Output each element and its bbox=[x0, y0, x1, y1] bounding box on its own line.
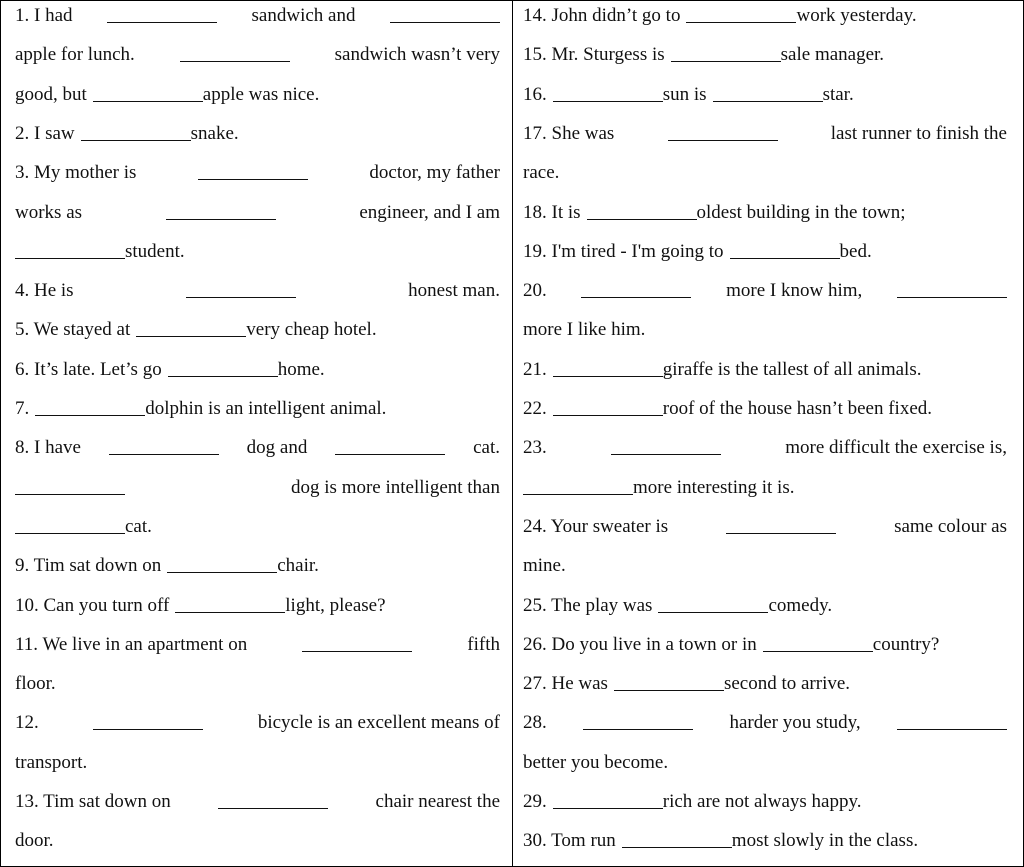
sentence-text: dolphin is an intelligent animal. bbox=[145, 398, 387, 419]
answer-blank[interactable] bbox=[198, 161, 308, 180]
sentence-text: 23. bbox=[523, 437, 547, 459]
sentence-text: works as bbox=[15, 201, 83, 223]
worksheet-line bbox=[15, 512, 500, 542]
sentence-text: light, please? bbox=[285, 594, 386, 616]
answer-blank[interactable] bbox=[136, 318, 246, 337]
answer-blank[interactable] bbox=[897, 711, 1007, 730]
sentence-text: oldest building in the town; bbox=[696, 201, 906, 223]
worksheet-line bbox=[523, 119, 1007, 149]
answer-blank[interactable] bbox=[614, 672, 724, 691]
sentence-text: race. bbox=[523, 162, 560, 184]
worksheet-line bbox=[15, 748, 500, 778]
sentence-text: 4. He is bbox=[15, 280, 74, 302]
sentence-text: 8. I have bbox=[15, 437, 81, 459]
answer-blank[interactable] bbox=[671, 43, 781, 62]
sentence-text: 20. bbox=[523, 280, 547, 302]
sentence-text: cat. bbox=[125, 515, 152, 537]
sentence-text: more interesting it is. bbox=[633, 476, 795, 498]
sentence-text: apple was nice. bbox=[202, 83, 320, 105]
worksheet-line bbox=[523, 473, 1007, 503]
sentence-text: more difficult the exercise is, bbox=[785, 437, 1007, 459]
worksheet-line bbox=[15, 394, 500, 424]
sentence-text: honest man. bbox=[408, 280, 500, 302]
sentence-text: last runner to finish the bbox=[830, 122, 1007, 144]
answer-blank[interactable] bbox=[93, 83, 203, 102]
sentence-text: apple for lunch. bbox=[15, 44, 135, 66]
answer-blank[interactable] bbox=[175, 594, 285, 613]
worksheet-line bbox=[523, 1, 1007, 31]
sentence-text: door. bbox=[15, 830, 54, 852]
answer-blank[interactable] bbox=[583, 711, 693, 730]
worksheet-line bbox=[15, 237, 500, 267]
answer-blank[interactable] bbox=[35, 397, 145, 416]
worksheet-line bbox=[15, 551, 500, 581]
sentence-text: roof of the house hasn’t been fixed. bbox=[662, 398, 933, 419]
sentence-text: 16. bbox=[523, 83, 547, 105]
answer-blank[interactable] bbox=[587, 201, 697, 220]
sentence-text: 13. Tim sat down on bbox=[15, 791, 171, 812]
sentence-text: 7. bbox=[15, 398, 30, 419]
left-column bbox=[1, 1, 513, 866]
answer-blank[interactable] bbox=[581, 279, 691, 298]
sentence-text: floor. bbox=[15, 673, 56, 695]
sentence-text: more I know him, bbox=[726, 280, 863, 302]
sentence-text: 15. Mr. Sturgess is bbox=[523, 44, 665, 66]
worksheet-line bbox=[15, 119, 500, 149]
worksheet-line bbox=[523, 630, 1007, 660]
worksheet-line bbox=[15, 158, 500, 188]
sentence-text: dog is more intelligent than bbox=[291, 476, 500, 498]
sentence-text: 6. It’s late. Let’s go bbox=[15, 358, 162, 380]
sentence-text: harder you study, bbox=[729, 712, 861, 734]
sentence-text: most slowly in the class. bbox=[731, 830, 919, 852]
answer-blank[interactable] bbox=[726, 515, 836, 534]
sentence-text: student. bbox=[125, 240, 185, 262]
sentence-text: 3. My mother is bbox=[15, 162, 137, 184]
worksheet-line bbox=[523, 591, 1007, 621]
sentence-text: 9. Tim sat down on bbox=[15, 555, 162, 577]
worksheet-line bbox=[523, 826, 1007, 856]
answer-blank[interactable] bbox=[186, 279, 296, 298]
sentence-text: 11. We live in an apartment on bbox=[15, 633, 248, 655]
answer-blank[interactable] bbox=[686, 4, 796, 23]
answer-blank[interactable] bbox=[218, 790, 328, 809]
sentence-text: 17. She was bbox=[523, 122, 615, 144]
sentence-text: 5. We stayed at bbox=[15, 319, 131, 341]
answer-blank[interactable] bbox=[107, 4, 217, 23]
answer-blank[interactable] bbox=[109, 436, 219, 455]
sentence-text: home. bbox=[277, 358, 325, 380]
answer-blank[interactable] bbox=[523, 476, 633, 495]
answer-blank[interactable] bbox=[713, 83, 823, 102]
answer-blank[interactable] bbox=[611, 436, 721, 455]
answer-blank[interactable] bbox=[730, 240, 840, 259]
answer-blank[interactable] bbox=[335, 436, 445, 455]
sentence-text: mine. bbox=[523, 555, 566, 577]
answer-blank[interactable] bbox=[81, 122, 191, 141]
sentence-text: bicycle is an excellent means of bbox=[257, 712, 500, 734]
sentence-text: 27. He was bbox=[523, 673, 608, 695]
worksheet-line bbox=[15, 669, 500, 699]
sentence-text: sun is bbox=[662, 83, 707, 105]
sentence-text: star. bbox=[822, 83, 854, 105]
worksheet-line bbox=[523, 394, 1007, 424]
sentence-text: 18. It is bbox=[523, 201, 581, 223]
sentence-text: 26. Do you live in a town or in bbox=[523, 633, 757, 655]
answer-blank[interactable] bbox=[15, 240, 125, 259]
worksheet-line bbox=[523, 669, 1007, 699]
worksheet-line bbox=[15, 826, 500, 856]
answer-blank[interactable] bbox=[168, 358, 278, 377]
worksheet-line bbox=[15, 276, 500, 306]
worksheet-line bbox=[15, 473, 500, 503]
answer-blank[interactable] bbox=[180, 43, 290, 62]
answer-blank[interactable] bbox=[622, 829, 732, 848]
sentence-text: same colour as bbox=[894, 515, 1007, 537]
worksheet-line bbox=[15, 355, 500, 385]
sentence-text: giraffe is the tallest of all animals. bbox=[662, 358, 922, 380]
sentence-text: country? bbox=[872, 633, 940, 655]
sentence-text: 14. John didn’t go to bbox=[523, 5, 681, 26]
worksheet-line bbox=[523, 787, 1007, 817]
worksheet-line bbox=[523, 237, 1007, 267]
worksheet-line bbox=[15, 1, 500, 31]
sentence-text: 24. Your sweater is bbox=[523, 515, 669, 537]
sentence-text: more I like him. bbox=[523, 319, 646, 341]
sentence-text: 28. bbox=[523, 712, 547, 734]
worksheet-line bbox=[523, 315, 1007, 345]
worksheet-line bbox=[523, 276, 1007, 306]
worksheet-line bbox=[15, 591, 500, 621]
sentence-text: chair nearest the bbox=[375, 791, 500, 812]
sentence-text: transport. bbox=[15, 751, 88, 773]
sentence-text: 25. The play was bbox=[523, 594, 653, 616]
worksheet-line bbox=[523, 198, 1007, 228]
sentence-text: 12. bbox=[15, 712, 39, 734]
worksheet-line bbox=[15, 40, 500, 70]
answer-blank[interactable] bbox=[553, 83, 663, 102]
sentence-text: 10. Can you turn off bbox=[15, 594, 170, 616]
sentence-text: cat. bbox=[473, 437, 500, 459]
worksheet-line bbox=[15, 80, 500, 110]
worksheet-line bbox=[523, 512, 1007, 542]
answer-blank[interactable] bbox=[15, 515, 125, 534]
worksheet-line bbox=[523, 355, 1007, 385]
worksheet-line bbox=[15, 708, 500, 738]
sentence-text: 29. bbox=[523, 791, 547, 812]
answer-blank[interactable] bbox=[390, 4, 500, 23]
sentence-text: bed. bbox=[839, 240, 872, 262]
worksheet-line bbox=[523, 748, 1007, 778]
worksheet-line bbox=[15, 630, 500, 660]
answer-blank[interactable] bbox=[553, 790, 663, 809]
sentence-text: second to arrive. bbox=[723, 673, 851, 695]
worksheet-line bbox=[523, 80, 1007, 110]
worksheet-line bbox=[523, 433, 1007, 463]
sentence-text: good, but bbox=[15, 83, 87, 105]
answer-blank[interactable] bbox=[167, 554, 277, 573]
sentence-text: better you become. bbox=[523, 751, 669, 773]
worksheet-line bbox=[15, 787, 500, 817]
worksheet-line bbox=[15, 315, 500, 345]
answer-blank[interactable] bbox=[302, 633, 412, 652]
worksheet-line bbox=[15, 198, 500, 228]
sentence-text: fifth bbox=[467, 633, 500, 655]
worksheet-line bbox=[15, 433, 500, 463]
worksheet-line bbox=[523, 708, 1007, 738]
answer-blank[interactable] bbox=[93, 711, 203, 730]
sentence-text: sale manager. bbox=[780, 44, 885, 66]
sentence-text: comedy. bbox=[768, 594, 833, 616]
sentence-text: snake. bbox=[190, 122, 239, 144]
answer-blank[interactable] bbox=[658, 594, 768, 613]
right-column bbox=[513, 1, 1023, 866]
sentence-text: 21. bbox=[523, 358, 547, 380]
sentence-text: chair. bbox=[277, 555, 319, 577]
answer-blank[interactable] bbox=[166, 201, 276, 220]
sentence-text: 1. I had bbox=[15, 5, 73, 26]
answer-blank[interactable] bbox=[668, 122, 778, 141]
sentence-text: sandwich and bbox=[251, 5, 356, 26]
answer-blank[interactable] bbox=[897, 279, 1007, 298]
worksheet-line bbox=[523, 551, 1007, 581]
sentence-text: 19. I'm tired - I'm going to bbox=[523, 240, 724, 262]
sentence-text: 30. Tom run bbox=[523, 830, 616, 852]
sentence-text: rich are not always happy. bbox=[662, 791, 862, 812]
answer-blank[interactable] bbox=[553, 397, 663, 416]
sentence-text: 2. I saw bbox=[15, 122, 75, 144]
sentence-text: 22. bbox=[523, 398, 547, 419]
answer-blank[interactable] bbox=[763, 633, 873, 652]
answer-blank[interactable] bbox=[553, 358, 663, 377]
sentence-text: engineer, and I am bbox=[359, 201, 500, 223]
sentence-text: work yesterday. bbox=[796, 5, 917, 26]
sentence-text: sandwich wasn’t very bbox=[334, 44, 500, 66]
sentence-text: dog and bbox=[246, 437, 308, 459]
sentence-text: doctor, my father bbox=[369, 162, 500, 184]
sentence-text: very cheap hotel. bbox=[246, 319, 377, 341]
worksheet-line bbox=[523, 158, 1007, 188]
answer-blank[interactable] bbox=[15, 476, 125, 495]
worksheet-line bbox=[523, 40, 1007, 70]
